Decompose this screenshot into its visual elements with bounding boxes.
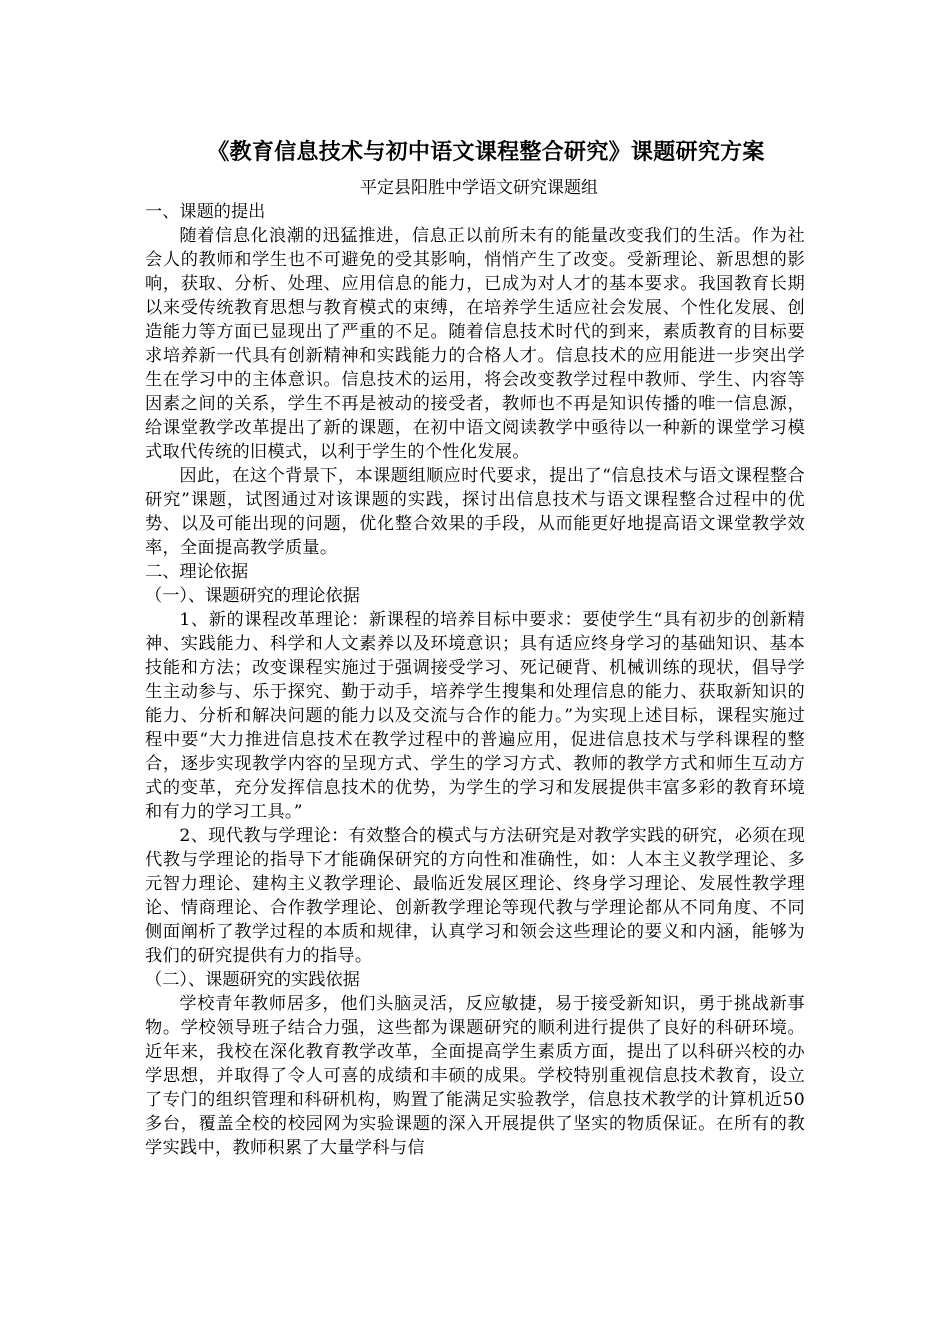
subsection-heading-1: （一）、课题研究的理论依据 — [145, 586, 360, 606]
subsection-heading-2: （二）、课题研究的实践依据 — [145, 970, 360, 990]
paragraph: 学校青年教师居多，他们头脑灵活，反应敏捷，易于接受新知识，勇于挑战新事物。学校领导班子结合力强，这些都为课题研究的顺利进行提供了良好的科研环境。近年来，我校在深化教育教学改革，全面提高学生素质方面，提出了以科研兴校的办学思想，并取得了令人可喜的成绩和丰硕的成果。学校特别重视信息技术教育，设立了专门的组织管理和科研机构，购置了能满足实验教学，信息技术教学的计算机近50多台，覆盖全校的校园网为实验课题的深入开展提供了坚实的物质保证。在所有的教学实践中，教师积累了大量学科与信 — [145, 994, 805, 1158]
section-heading-2: 二、理论依据 — [145, 562, 249, 582]
section-heading-1: 一、课题的提出 — [145, 202, 266, 222]
paragraph: 2、现代教与学理论：有效整合的模式与方法研究是对教学实践的研究，必须在现代教与学理论的指导下才能确保研究的方向性和准确性，如：人本主义教学理论、多元智力理论、建构主义教学理论、最临近发展区理论、终身学习理论、发展性教学理论、情商理论、合作教学理论、创新教学理论等现代教与学理论都从不同角度、不同侧面阐析了教学过程的本质和规律，认真学习和领会这些理论的要义和内涵，能够为我们的研究提供有力的指导。 — [145, 826, 805, 966]
document-title: 《教育信息技术与初中语文课程整合研究》课题研究方案 — [207, 139, 765, 165]
document-body — [145, 200, 805, 1160]
paragraph: 1、新的课程改革理论：新课程的培养目标中要求：要使学生“具有初步的创新精神、实践能力、科学和人文素养以及环境意识；具有适应终身学习的基础知识、基本技能和方法；改变课程实施过于强调接受学习、死记硬背、机械训练的现状，倡导学生主动参与、乐于探究、勤于动手，培养学生搜集和处理信息的能力、获取新知识的能力、分析和解决问题的能力以及交流与合作的能力。”为实现上述目标，课程实施过程中要“大力推进信息技术在教学过程中的普遍应用，促进信息技术与学科课程的整合，逐步实现教学内容的呈现方式、学生的学习方式、教师的教学方式和师生互动方式的变革，充分发挥信息技术的优势，为学生的学习和发展提供丰富多彩的教育环境和有力的学习工具。” — [145, 610, 805, 822]
paragraph: 因此，在这个背景下，本课题组顺应时代要求，提出了“信息技术与语文课程整合研究”课题，试图通过对该课题的实践，探讨出信息技术与语文课程整合过程中的优势、以及可能出现的问题，优化整合效果的手段，从而能更好地提高语文课堂教学效率，全面提高教学质量。 — [145, 466, 805, 558]
paragraph: 随着信息化浪潮的迅猛推进，信息正以前所未有的能量改变我们的生活。作为社会人的教师和学生也不可避免的受其影响，悄悄产生了改变。受新理论、新思想的影响，获取、分析、处理、应用信息的能力，已成为对人才的基本要求。我国教育长期以来受传统教育思想与教育模式的束缚，在培养学生适应社会发展、个性化发展、创造能力等方面已显现出了严重的不足。随着信息技术时代的到来，素质教育的目标要求培养新一代具有创新精神和实践能力的合格人才。信息技术的应用能进一步突出学生在学习中的主体意识。信息技术的运用，将会改变教学过程中教师、学生、内容等因素之间的关系，学生不再是被动的接受者，教师也不再是知识传播的唯一信息源，给课堂教学改革提出了新的课题，在初中语文阅读教学中亟待以一种新的课堂学习模式取代传统的旧模式，以利于学生的个性化发展。 — [145, 226, 805, 462]
document-subtitle: 平定县阳胜中学语文研究课题组 — [360, 178, 598, 198]
